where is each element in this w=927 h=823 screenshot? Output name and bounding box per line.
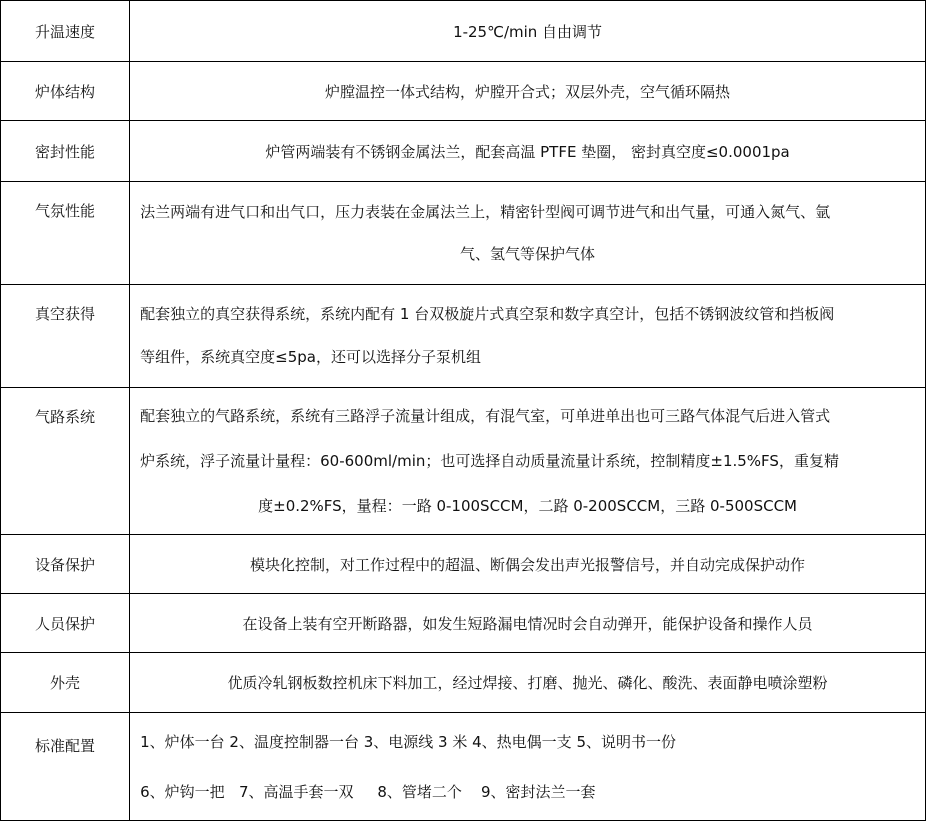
- row-value-atmosphere-performance: [130, 182, 926, 285]
- row-label-atmosphere-performance: 气氛性能: [1, 182, 130, 285]
- row-value-standard-configuration: [130, 713, 926, 821]
- value-line: 炉膛温控一体式结构，炉膛开合式；双层外壳，空气循环隔热: [325, 82, 731, 101]
- value-line: 气、氢气等保护气体: [460, 245, 596, 263]
- value-line: 1、炉体一台 2、温度控制器一台 3、电源线 3 米 4、热电偶一支 5、说明书一份: [140, 732, 676, 751]
- value-line: 模块化控制，对工作过程中的超温、断偶会发出声光报警信号，并自动完成保护动作: [250, 555, 806, 574]
- table-row: [1, 535, 926, 594]
- table-row: [1, 1, 926, 62]
- row-label-vacuum-acquisition: 真空获得: [1, 285, 130, 388]
- row-value-sealing-performance: [130, 121, 926, 182]
- row-value-personnel-protection: [130, 594, 926, 653]
- row-value-vacuum-acquisition: [130, 285, 926, 388]
- table-row: [1, 62, 926, 121]
- row-label-sealing-performance: 密封性能: [1, 121, 130, 182]
- row-label-housing: 外壳: [1, 653, 130, 713]
- value-line: 炉管两端装有不锈钢金属法兰，配套高温 PTFE 垫圈， 密封真空度≤0.0001pa: [265, 142, 790, 161]
- value-line: 在设备上装有空开断路器，如发生短路漏电情况时会自动弹开，能保护设备和操作人员: [242, 614, 813, 633]
- value-line: 度±0.2%FS，量程：一路 0-100SCCM，二路 0-200SCCM，三路 0-500SCCM: [258, 496, 797, 515]
- value-line: 等组件，系统真空度≤5pa，还可以选择分子泵机组: [140, 348, 481, 366]
- table-row: [1, 182, 926, 285]
- row-label-standard-configuration: 标准配置: [1, 713, 130, 821]
- table-row: [1, 653, 926, 713]
- value-line: 优质冷轧钢板数控机床下料加工，经过焊接、打磨、抛光、磷化、酸洗、表面静电喷涂塑粉: [227, 674, 828, 692]
- row-label-equipment-protection: 设备保护: [1, 535, 130, 594]
- row-label-gas-path-system: 气路系统: [1, 388, 130, 535]
- table-row: [1, 594, 926, 653]
- value-line: 法兰两端有进气口和出气口，压力表装在金属法兰上，精密针型阀可调节进气和出气量，可通入氮气、氩: [140, 203, 831, 221]
- table-row: [1, 388, 926, 535]
- value-line: 1-25℃/min 自由调节: [453, 22, 603, 41]
- value-line: 6、炉钩一把 7、高温手套一双 8、管堵二个 9、密封法兰一套: [140, 782, 596, 801]
- row-label-personnel-protection: 人员保护: [1, 594, 130, 653]
- table-row: [1, 285, 926, 388]
- row-value-housing: [130, 653, 926, 713]
- row-value-furnace-structure: [130, 62, 926, 121]
- value-line: 炉系统，浮子流量计量程：60-600ml/min；也可选择自动质量流量计系统，控制精度±1.5%FS，重复精: [140, 451, 839, 470]
- row-label-furnace-structure: 炉体结构: [1, 62, 130, 121]
- value-line: 配套独立的真空获得系统，系统内配有 1 台双极旋片式真空泵和数字真空计，包括不锈钢波纹管和挡板阀: [140, 305, 835, 323]
- row-label-heating-rate: 升温速度: [1, 1, 130, 62]
- row-value-heating-rate: [130, 1, 926, 62]
- table-row: [1, 121, 926, 182]
- value-line: 配套独立的气路系统，系统有三路浮子流量计组成，有混气室，可单进单出也可三路气体混气后进入管式: [140, 406, 831, 425]
- row-value-equipment-protection: [130, 535, 926, 594]
- row-value-gas-path-system: [130, 388, 926, 535]
- table-row: [1, 713, 926, 821]
